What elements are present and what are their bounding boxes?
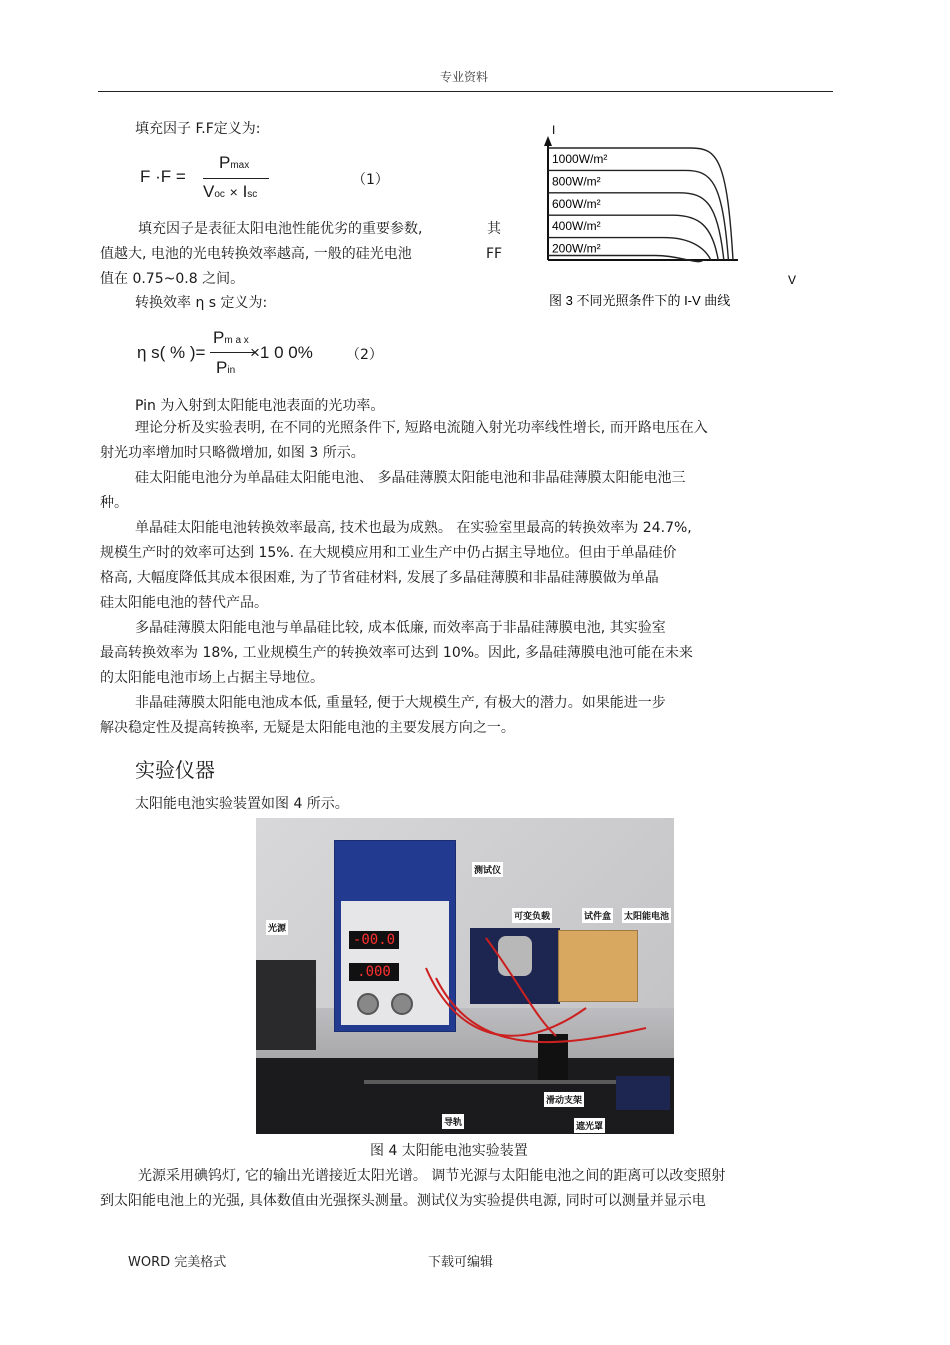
paragraph-3-line-2: 种。 (100, 495, 128, 511)
header-rule (98, 91, 833, 92)
x-axis-label: V (788, 273, 797, 287)
series-label-2: 800W/m² (552, 174, 601, 189)
series-label-5: 200W/m² (552, 241, 601, 256)
label-tester: 测试仪 (472, 862, 503, 877)
label-light-shield: 遮光罩 (574, 1118, 605, 1133)
series-label-3: 600W/m² (552, 196, 601, 211)
y-axis-arrow (544, 136, 552, 146)
fill-factor-para-line1: 填充因子是表征太阳电池性能优劣的重要参数, (138, 221, 423, 237)
series-label-4: 400W/m² (552, 219, 601, 234)
closing-line1: 光源采用碘钨灯, 它的输出光谱接近太阳光谱。 调节光源与太阳能电池之间的距离可以改变照射 (138, 1168, 726, 1184)
chart-caption: 图 3 不同光照条件下的 I-V 曲线 (549, 293, 731, 308)
series-label-1: 1000W/m² (552, 152, 608, 166)
paragraph-2-line-2: 射光功率增加时只略微增加, 如图 3 所示。 (100, 445, 365, 461)
closing-line2: 到太阳能电池上的光强, 具体数值由光强探头测量。测试仪为实验提供电源, 同时可以测量并显示电 (100, 1193, 706, 1209)
display-1: -00.0 (349, 931, 399, 949)
eq2-number: （2） (346, 347, 383, 363)
photo-caption: 图 4 太阳能电池实验装置 (370, 1143, 528, 1159)
eq2-lhs: η s( % )= (137, 343, 206, 362)
paragraph-4-line-3: 格高, 大幅度降低其成本很困难, 为了节省硅材料, 发展了多晶硅薄膜和非晶硅薄膜做为单晶 (100, 570, 659, 586)
paragraph-1-line-1: Pin 为入射到太阳能电池表面的光功率。 (135, 398, 385, 414)
curve-label-group (552, 152, 607, 256)
eq2-rhs: ×1 0 0% (250, 343, 313, 362)
eq1-number: （1） (352, 172, 389, 188)
fill-factor-para-line2-end: FF (486, 246, 503, 262)
y-axis-label: I (552, 123, 556, 137)
iv-curve-chart (538, 118, 808, 308)
label-solar-cell: 太阳能电池 (622, 908, 671, 923)
paragraph-4-line-2: 规模生产时的效率可达到 15%. 在大规模应用和工业生产中仍占据主导地位。但由于单晶硅价 (100, 545, 677, 561)
paragraph-6-line-2: 解决稳定性及提高转换率, 无疑是太阳能电池的主要发展方向之一。 (100, 720, 515, 736)
label-sliding-bracket: 滑动支架 (544, 1092, 584, 1107)
eq1-numerator: Pmax (219, 153, 250, 172)
page-header: 专业资料 (440, 70, 489, 84)
eq2-denominator: Pin (216, 358, 236, 377)
eq2-numerator: Pm a x (213, 328, 249, 347)
paragraph-5-line-1: 多晶硅薄膜太阳能电池与单晶硅比较, 成本低廉, 而效率高于非晶硅薄膜电池, 其实验室 (135, 620, 666, 636)
label-guide-rail: 导轨 (442, 1114, 464, 1129)
display-2: .000 (349, 963, 399, 981)
label-light-source: 光源 (266, 920, 288, 935)
fill-factor-para-line2: 值越大, 电池的光电转换效率越高, 一般的硅光电池 (100, 246, 412, 262)
section-intro: 太阳能电池实验装置如图 4 所示。 (135, 796, 349, 812)
photo-wires (256, 818, 674, 1134)
efficiency-intro: 转换效率 η s 定义为: (135, 295, 268, 311)
label-variable-load: 可变负载 (512, 908, 552, 923)
apparatus-photo (256, 818, 674, 1134)
paragraph-5-line-3: 的太阳能电池市场上占据主导地位。 (100, 670, 324, 686)
paragraph-6-line-1: 非晶硅薄膜太阳能电池成本低, 重量轻, 便于大规模生产, 有极大的潜力。如果能进一步 (135, 695, 666, 711)
paragraph-4-line-4: 硅太阳能电池的替代产品。 (100, 595, 268, 611)
eq1-fraction-bar (203, 178, 269, 179)
section-heading: 实验仪器 (135, 758, 215, 782)
eq2-fraction-bar (210, 352, 254, 353)
eq1-lhs: F ·F = (140, 167, 186, 186)
eq1-denominator: Voc × Isc (203, 182, 258, 201)
label-specimen-box: 试件盒 (582, 908, 613, 923)
fill-factor-intro: 填充因子 F.F定义为: (135, 121, 261, 137)
footer-right: 下载可编辑 (428, 1255, 494, 1270)
fill-factor-para-line3: 值在 0.75~0.8 之间。 (100, 271, 245, 287)
fill-factor-para-line1-end: 其 (487, 221, 501, 237)
paragraph-3-line-1: 硅太阳能电池分为单晶硅太阳能电池、 多晶硅薄膜太阳能电池和非晶硅薄膜太阳能电池三 (135, 470, 686, 486)
footer-left: WORD 完美格式 (128, 1255, 227, 1270)
paragraph-2-line-1: 理论分析及实验表明, 在不同的光照条件下, 短路电流随入射光功率线性增长, 而开路电压在入 (135, 420, 708, 436)
paragraph-5-line-2: 最高转换效率为 18%, 工业规模生产的转换效率可达到 10%。因此, 多晶硅薄膜电池可能在未来 (100, 645, 693, 661)
paragraph-4-line-1: 单晶硅太阳能电池转换效率最高, 技术也最为成熟。 在实验室里最高的转换效率为 24.7%, (135, 520, 692, 536)
